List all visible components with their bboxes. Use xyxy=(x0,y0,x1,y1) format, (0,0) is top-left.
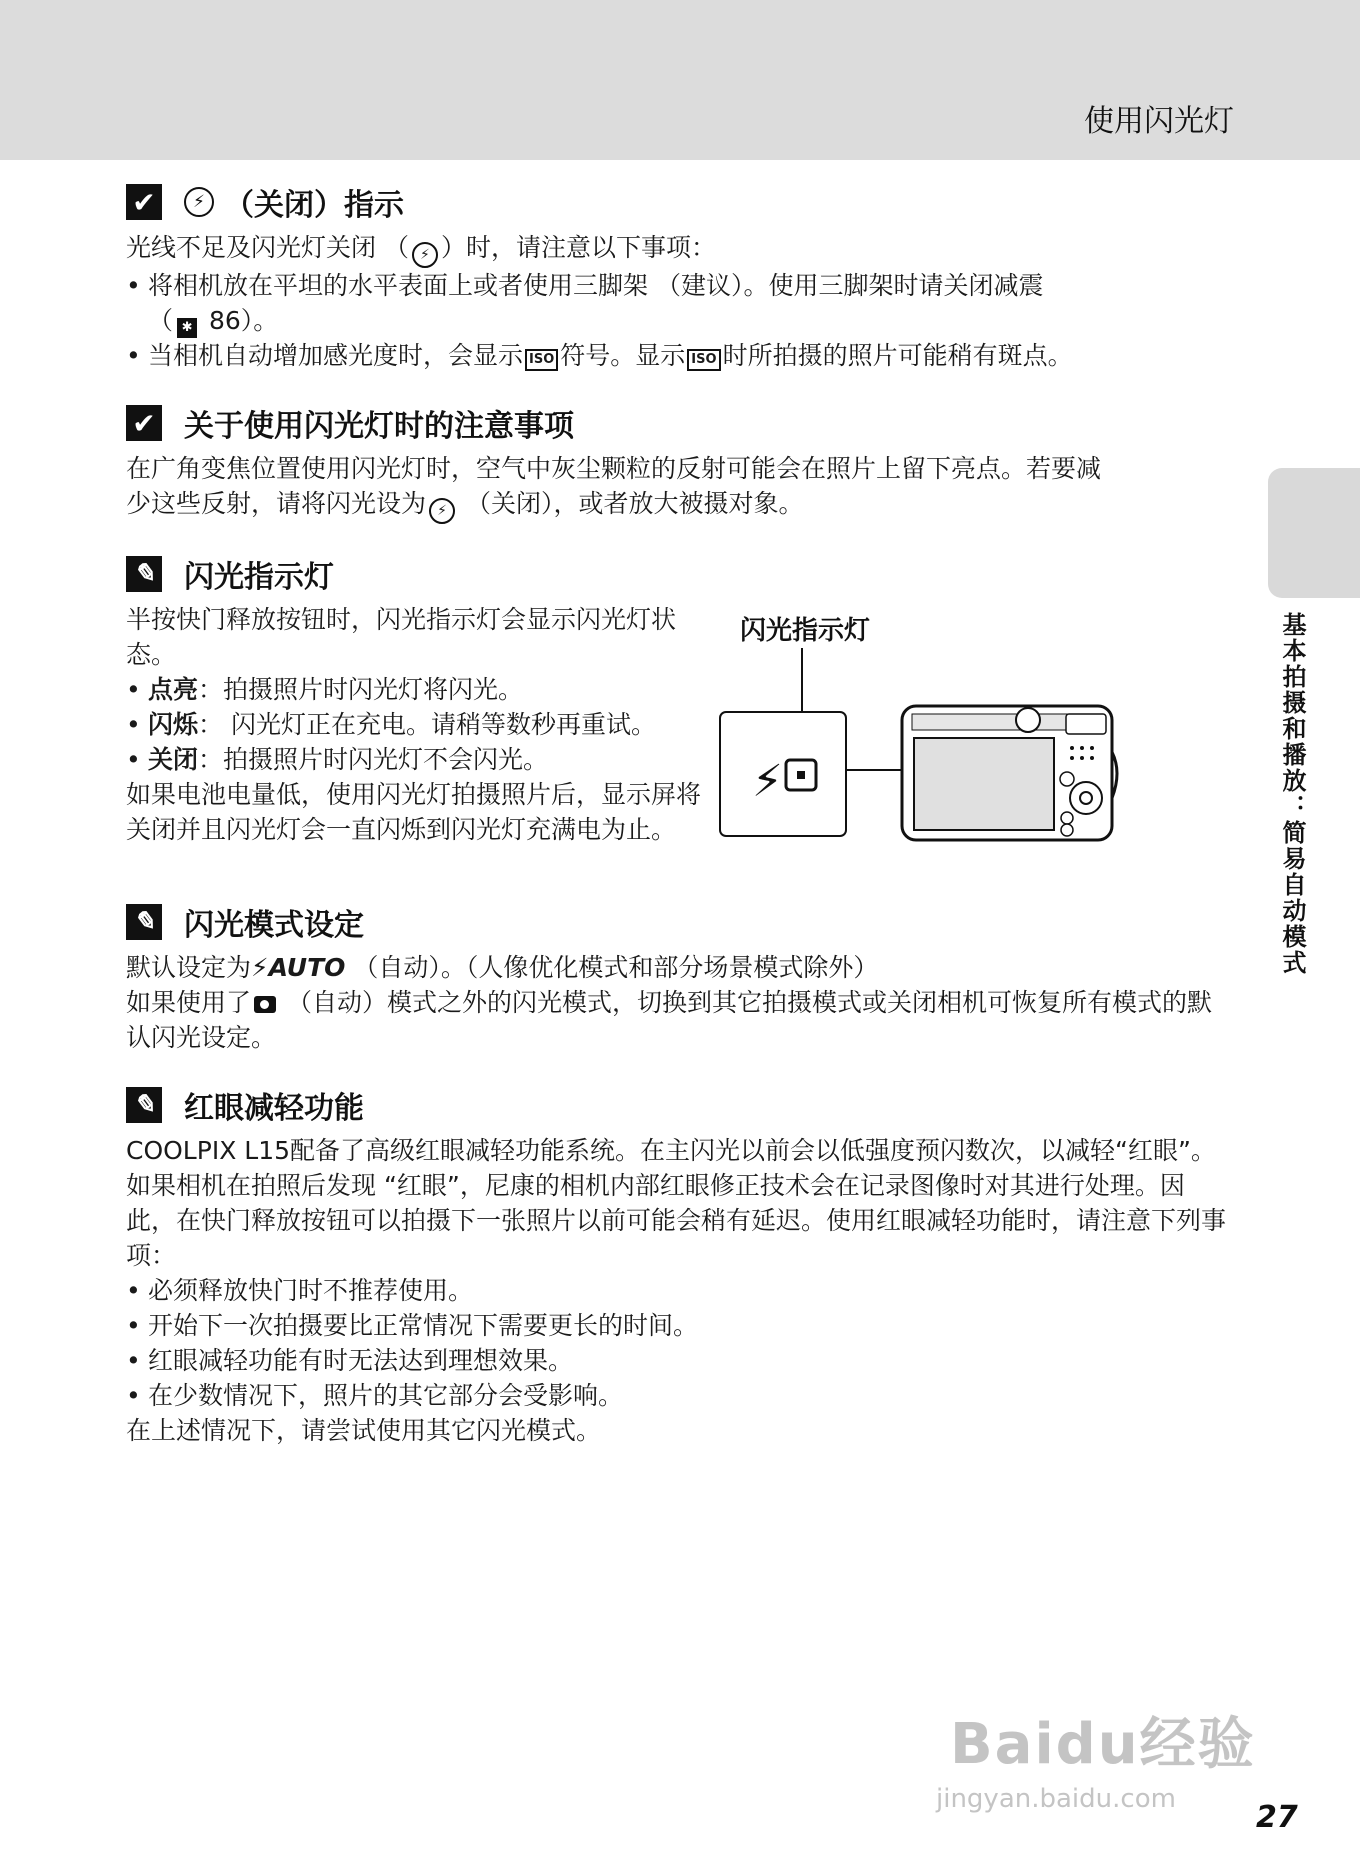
iso-icon: ISO xyxy=(525,349,558,371)
page-reference: 86 xyxy=(201,306,241,335)
paragraph xyxy=(126,950,1226,985)
paragraph xyxy=(126,985,1226,1055)
auto-mode-camera-icon xyxy=(254,996,276,1013)
paragraph xyxy=(126,230,1226,268)
section-flash-notes xyxy=(126,401,1226,524)
text: 默认设定为 xyxy=(126,953,252,982)
text: 符号。显示 xyxy=(560,341,686,370)
paragraph: 半按快门释放按钮时，闪光指示灯会显示闪光灯状态。 xyxy=(126,605,677,669)
check-icon: ✔ xyxy=(126,184,162,220)
iso-icon: ISO xyxy=(687,349,720,371)
text: （自动）。（人像优化模式和部分场景模式除外） xyxy=(345,953,879,982)
flash-off-icon: ⚡ xyxy=(412,242,438,268)
check-icon: ✔ xyxy=(126,405,162,441)
bullet-list xyxy=(126,268,1226,373)
paragraph xyxy=(126,451,1226,524)
paragraph: 如果电池电量低，使用闪光灯拍摄照片后，显示屏将关闭并且闪光灯会一直闪烁到闪光灯充满电为止。 xyxy=(126,780,702,844)
description: ： 闪光灯正在充电。请稍等数秒再重试。 xyxy=(198,710,656,739)
section-title: 闪光模式设定 xyxy=(184,908,364,943)
side-chapter-tab xyxy=(1268,468,1360,598)
list-item xyxy=(126,338,1226,373)
section-flash-lamp xyxy=(126,552,1226,872)
section-red-eye xyxy=(126,1083,1226,1448)
flash-lamp-figure xyxy=(716,602,1216,872)
bullet-list xyxy=(126,1273,1226,1413)
text: ）。 xyxy=(240,306,279,335)
section-heading xyxy=(126,1083,1226,1127)
page-reference-icon: ✱ xyxy=(177,318,197,338)
section-heading xyxy=(126,552,1226,596)
flash-lamp-row xyxy=(126,602,1226,872)
text: （自动）模式之外的闪光模式，切换到其它拍摄模式或关闭相机可恢复所有模式的默认闪光设定。 xyxy=(126,988,1212,1052)
flash-lamp-text xyxy=(126,602,716,872)
text: 如果使用了 xyxy=(126,988,252,1017)
note-icon: ✎ xyxy=(126,904,162,940)
note-icon: ✎ xyxy=(126,556,162,592)
section-title: （关闭）指示 xyxy=(224,188,404,223)
note-icon: ✎ xyxy=(126,1087,162,1123)
page-content xyxy=(126,180,1226,1476)
section-heading xyxy=(126,401,1226,445)
watermark-brand: Baidu经验 xyxy=(950,1712,1256,1777)
text: （ xyxy=(148,306,174,335)
list-item: • 必须释放快门时不推荐使用。 xyxy=(126,1273,1226,1308)
figure-label: 闪光指示灯 xyxy=(740,616,871,646)
text: 将相机放在平坦的水平表面上或者使用三脚架 （建议）。使用三脚架时请关闭减震 xyxy=(148,271,1044,300)
section-heading xyxy=(126,180,1226,224)
list-item: • 红眼减轻功能有时无法达到理想效果。 xyxy=(126,1343,1226,1378)
flash-off-icon: ⚡ xyxy=(184,187,214,217)
description: ：拍摄照片时闪光灯将闪光。 xyxy=(198,675,524,704)
text: 时所拍摄的照片可能稍有斑点。 xyxy=(722,341,1073,370)
watermark-url: jingyan.baidu.com xyxy=(936,1784,1176,1814)
section-flash-mode xyxy=(126,900,1226,1055)
list-item xyxy=(126,742,716,777)
list-item xyxy=(126,707,716,742)
section-title: 闪光指示灯 xyxy=(184,560,334,595)
text: 当相机自动增加感光度时，会显示 xyxy=(148,341,524,370)
paragraph: 在上述情况下，请尝试使用其它闪光模式。 xyxy=(126,1416,602,1445)
side-chapter-label: 基本拍摄和播放：简易自动模式 xyxy=(1278,612,1306,976)
text: （关闭），或者放大被摄对象。 xyxy=(458,489,804,518)
list-item xyxy=(126,268,1226,338)
bullet-list xyxy=(126,672,716,777)
flash-off-icon: ⚡ xyxy=(429,498,455,524)
list-item xyxy=(126,672,716,707)
description: ：拍摄照片时闪光灯不会闪光。 xyxy=(198,745,549,774)
text: 在广角变焦位置使用闪光灯时，空气中灰尘颗粒的反射可能会在照片上留下亮点。若要减 xyxy=(126,454,1102,483)
auto-flash-icon: ⚡AUTO xyxy=(251,953,346,982)
section-title: 关于使用闪光灯时的注意事项 xyxy=(184,409,574,444)
text: 少这些反射，请将闪光设为 xyxy=(126,489,427,518)
section-title: 红眼减轻功能 xyxy=(184,1091,364,1126)
list-item: • 开始下一次拍摄要比正常情况下需要更长的时间。 xyxy=(126,1308,1226,1343)
text: 光线不足及闪光灯关闭 （ xyxy=(126,233,409,262)
section-flash-off xyxy=(126,180,1226,373)
page-number: 27 xyxy=(1256,1800,1298,1835)
text: ）时，请注意以下事项： xyxy=(440,233,716,262)
term: 点亮 xyxy=(148,675,199,704)
fig-flash-icon: ⚡ xyxy=(752,756,783,807)
paragraph: COOLPIX L15配备了高级红眼减轻功能系统。在主闪光以前会以低强度预闪数次，以减轻“红眼”。如果相机在拍照后发现 “红眼”，尼康的相机内部红眼修正技术会在记录图像时对其进行处理。因此，在快门释放按钮可以拍摄下一张照片以前可能会稍有延迟。使用红眼减轻功能时，请注意下列事项： xyxy=(126,1136,1227,1270)
term: 闪烁 xyxy=(148,710,199,739)
list-item: • 在少数情况下，照片的其它部分会受影响。 xyxy=(126,1378,1226,1413)
term: 关闭 xyxy=(148,745,199,774)
page-header-title: 使用闪光灯 xyxy=(1084,104,1234,139)
section-heading xyxy=(126,900,1226,944)
